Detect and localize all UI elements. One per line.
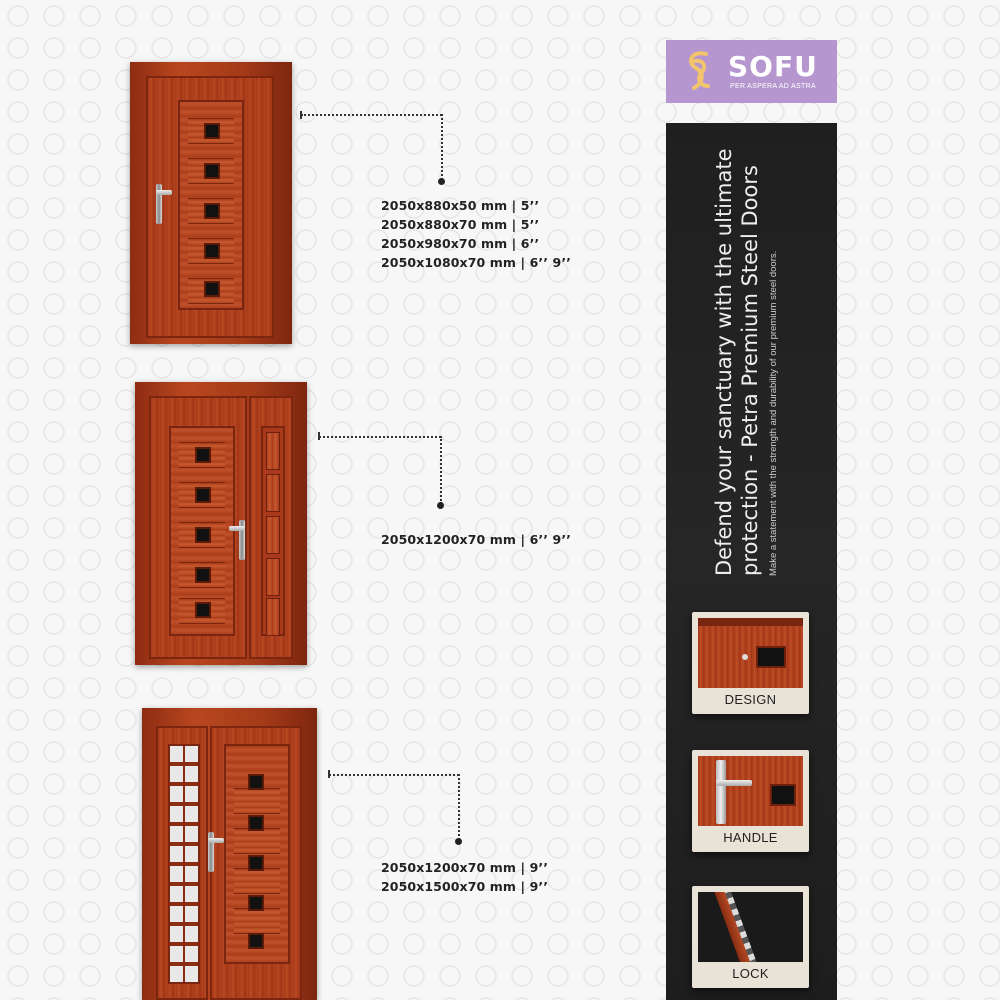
leader-line	[319, 436, 441, 438]
multipoint-lock-icon	[698, 892, 803, 962]
leader-dot	[437, 502, 444, 509]
spec-size: 2050x1500x70 mm | 9’’	[381, 879, 549, 894]
spec-list-door-2	[381, 530, 571, 549]
door-one-and-half	[135, 382, 307, 665]
spec-list-door-3	[381, 858, 548, 896]
spec-size: 2050x880x70 mm | 5’’	[381, 217, 540, 232]
feature-card-lock	[692, 886, 809, 988]
door-viewer-icon	[698, 618, 803, 688]
door-handle-icon	[239, 520, 245, 560]
spec-size: 2050x1200x70 mm | 6’’ 9’’	[381, 532, 572, 547]
door-handle-icon	[156, 184, 162, 224]
brand-tagline: PER ASPERA AD ASTRA	[730, 83, 816, 90]
leader-line	[458, 774, 460, 840]
spec-list-door-1	[381, 196, 571, 272]
glass-sidelight	[168, 744, 200, 984]
brand-name: SOFU	[728, 50, 818, 83]
banner-headline-line1: Defend your sanctuary with the ultimate	[712, 148, 736, 576]
door-single	[130, 62, 292, 344]
promo-banner	[666, 123, 837, 1000]
door-handle-icon	[698, 756, 803, 826]
spec-size: 2050x1080x70 mm | 6’’ 9’’	[381, 255, 572, 270]
door-handle-icon	[208, 832, 214, 872]
leader-dot	[455, 838, 462, 845]
spec-size: 2050x980x70 mm | 6’’	[381, 236, 540, 251]
spec-size: 2050x1200x70 mm | 9’’	[381, 860, 549, 875]
banner-subline: Make a statement with the strength and durability of our premium steel doors.	[768, 250, 779, 576]
leader-line	[301, 114, 442, 116]
leader-line	[440, 436, 442, 504]
feature-card-handle	[692, 750, 809, 852]
spec-size: 2050x880x50 mm | 5’’	[381, 198, 540, 213]
banner-headline-line2: protection - Petra Premium Steel Doors	[738, 165, 762, 576]
feature-card-design	[692, 612, 809, 714]
leader-line	[441, 114, 443, 180]
feature-label: LOCK	[732, 966, 769, 981]
leader-line	[329, 774, 459, 776]
sofu-logo-icon	[682, 48, 716, 94]
feature-label: HANDLE	[723, 830, 778, 845]
feature-label: DESIGN	[724, 692, 777, 707]
banner-vertical-text	[712, 136, 872, 576]
door-with-glass-sidelight	[142, 708, 317, 1000]
leader-dot	[438, 178, 445, 185]
brand-logo	[666, 40, 837, 103]
